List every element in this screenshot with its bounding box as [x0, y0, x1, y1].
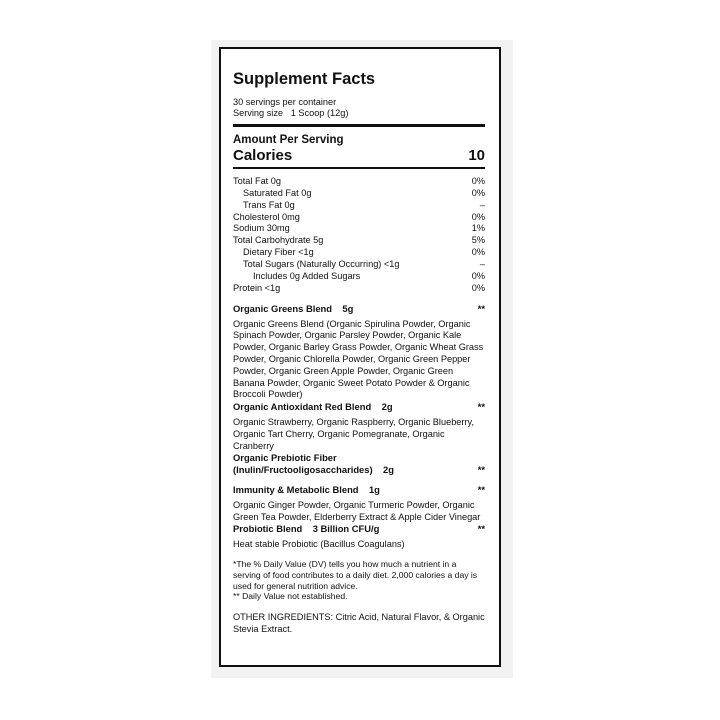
nutrient-name: Total Sugars (Naturally Occurring) <1g	[243, 259, 400, 270]
not-established-footnote: ** Daily Value not established.	[233, 591, 348, 602]
blend-stars: **	[477, 523, 485, 535]
blend-ingredients: Organic Ginger Powder, Organic Turmeric Powder, Organic Green Tea Powder, Elderberry Extract & Apple Cider Vinegar	[233, 499, 481, 522]
blend-ingredients: Organic Greens Blend (Organic Spirulina Powder, Organic Spinach Powder, Organic Parsley Powder, Organic Kale Powder, Organic Barley Grass Powder, Organic Wheat Grass Powder, Organic Chlorella Powder, Organic Green Pepper Powder, Organic Green Apple Powder, Organic Green Banana Powder, Organic Sweet Potato Powder & Organic Broccoli Powder)	[233, 318, 484, 400]
nutrient-dv: 0%	[471, 282, 485, 293]
nutrient-name: Cholesterol 0mg	[233, 211, 300, 222]
blend-name: Probiotic Blend 3 Billion CFU/g	[233, 523, 380, 535]
other-ingredients: OTHER INGREDIENTS: Citric Acid, Natural Flavor, & Organic Stevia Extract.	[233, 612, 485, 634]
nutrient-name: Includes 0g Added Sugars	[253, 271, 361, 282]
nutrient-row	[233, 259, 485, 271]
blend-ingredients: Heat stable Probiotic (Bacillus Coagulans)	[233, 539, 405, 550]
spacer	[233, 476, 485, 484]
nutrient-row	[233, 200, 485, 212]
blend-heading	[233, 523, 485, 535]
blend-heading	[233, 303, 485, 315]
blend-name: (Inulin/Fructooligosaccharides) 2g	[233, 464, 394, 476]
serving-size: Serving size 1 Scoop (12g)	[233, 108, 349, 119]
nutrient-name: Total Fat 0g	[233, 175, 282, 186]
blend-name: Organic Prebiotic Fiber	[233, 452, 337, 464]
nutrient-dv: 1%	[471, 223, 485, 234]
nutrient-row	[233, 176, 485, 188]
blend-heading	[233, 401, 485, 413]
blend-ingredients: Organic Strawberry, Organic Raspberry, Organic Blueberry, Organic Tart Cherry, Organic Pomegranate, Organic Cranberry	[233, 417, 474, 451]
nutrient-name: Dietary Fiber <1g	[243, 247, 314, 258]
blend-name: Organic Antioxidant Red Blend 2g	[233, 401, 393, 413]
blend-heading-line2	[233, 464, 485, 476]
blend-name: Organic Greens Blend 5g	[233, 302, 354, 314]
calories-divider	[233, 167, 485, 169]
blend-stars: **	[477, 464, 485, 476]
nutrient-name: Saturated Fat 0g	[243, 187, 312, 198]
blend-heading	[233, 484, 485, 496]
thick-divider	[233, 124, 485, 127]
daily-value-footnote: *The % Daily Value (DV) tells you how much a nutrient in a serving of food contributes to a daily diet. 2,000 calories a day is used for general nutrition advice.	[233, 559, 478, 591]
nutrient-dv: –	[479, 199, 485, 210]
nutrient-name: Sodium 30mg	[233, 223, 290, 234]
spacer	[233, 295, 485, 303]
nutrient-dv: 5%	[471, 235, 485, 246]
spacer	[233, 551, 485, 559]
servings-per-container: 30 servings per container	[233, 97, 337, 107]
amount-per-serving: Amount Per Serving	[233, 133, 344, 146]
supplement-facts-panel	[219, 47, 501, 667]
calories-value: 10	[468, 146, 485, 164]
nutrient-dv: 0%	[471, 175, 485, 186]
nutrient-dv: 0%	[471, 247, 485, 258]
nutrient-row	[233, 271, 485, 283]
panel-title: Supplement Facts	[233, 70, 376, 88]
nutrient-name: Total Carbohydrate 5g	[233, 235, 324, 246]
nutrient-dv: –	[479, 259, 485, 270]
blend-stars: **	[477, 302, 485, 314]
nutrient-name: Protein <1g	[233, 282, 281, 293]
nutrient-row	[233, 247, 485, 259]
blend-stars: **	[477, 484, 485, 496]
blend-name: Immunity & Metabolic Blend 1g	[233, 484, 380, 496]
nutrient-row	[233, 188, 485, 200]
blend-stars: **	[477, 401, 485, 413]
nutrient-row	[233, 283, 485, 295]
nutrient-dv: 0%	[471, 271, 485, 282]
blend-heading	[233, 452, 485, 464]
nutrient-row	[233, 223, 485, 235]
nutrient-dv: 0%	[471, 211, 485, 222]
nutrient-name: Trans Fat 0g	[243, 199, 295, 210]
nutrient-dv: 0%	[471, 187, 485, 198]
nutrient-row	[233, 235, 485, 247]
nutrient-row	[233, 212, 485, 224]
calories-row	[233, 147, 485, 164]
calories-label: Calories	[233, 146, 293, 164]
spacer	[233, 602, 485, 612]
